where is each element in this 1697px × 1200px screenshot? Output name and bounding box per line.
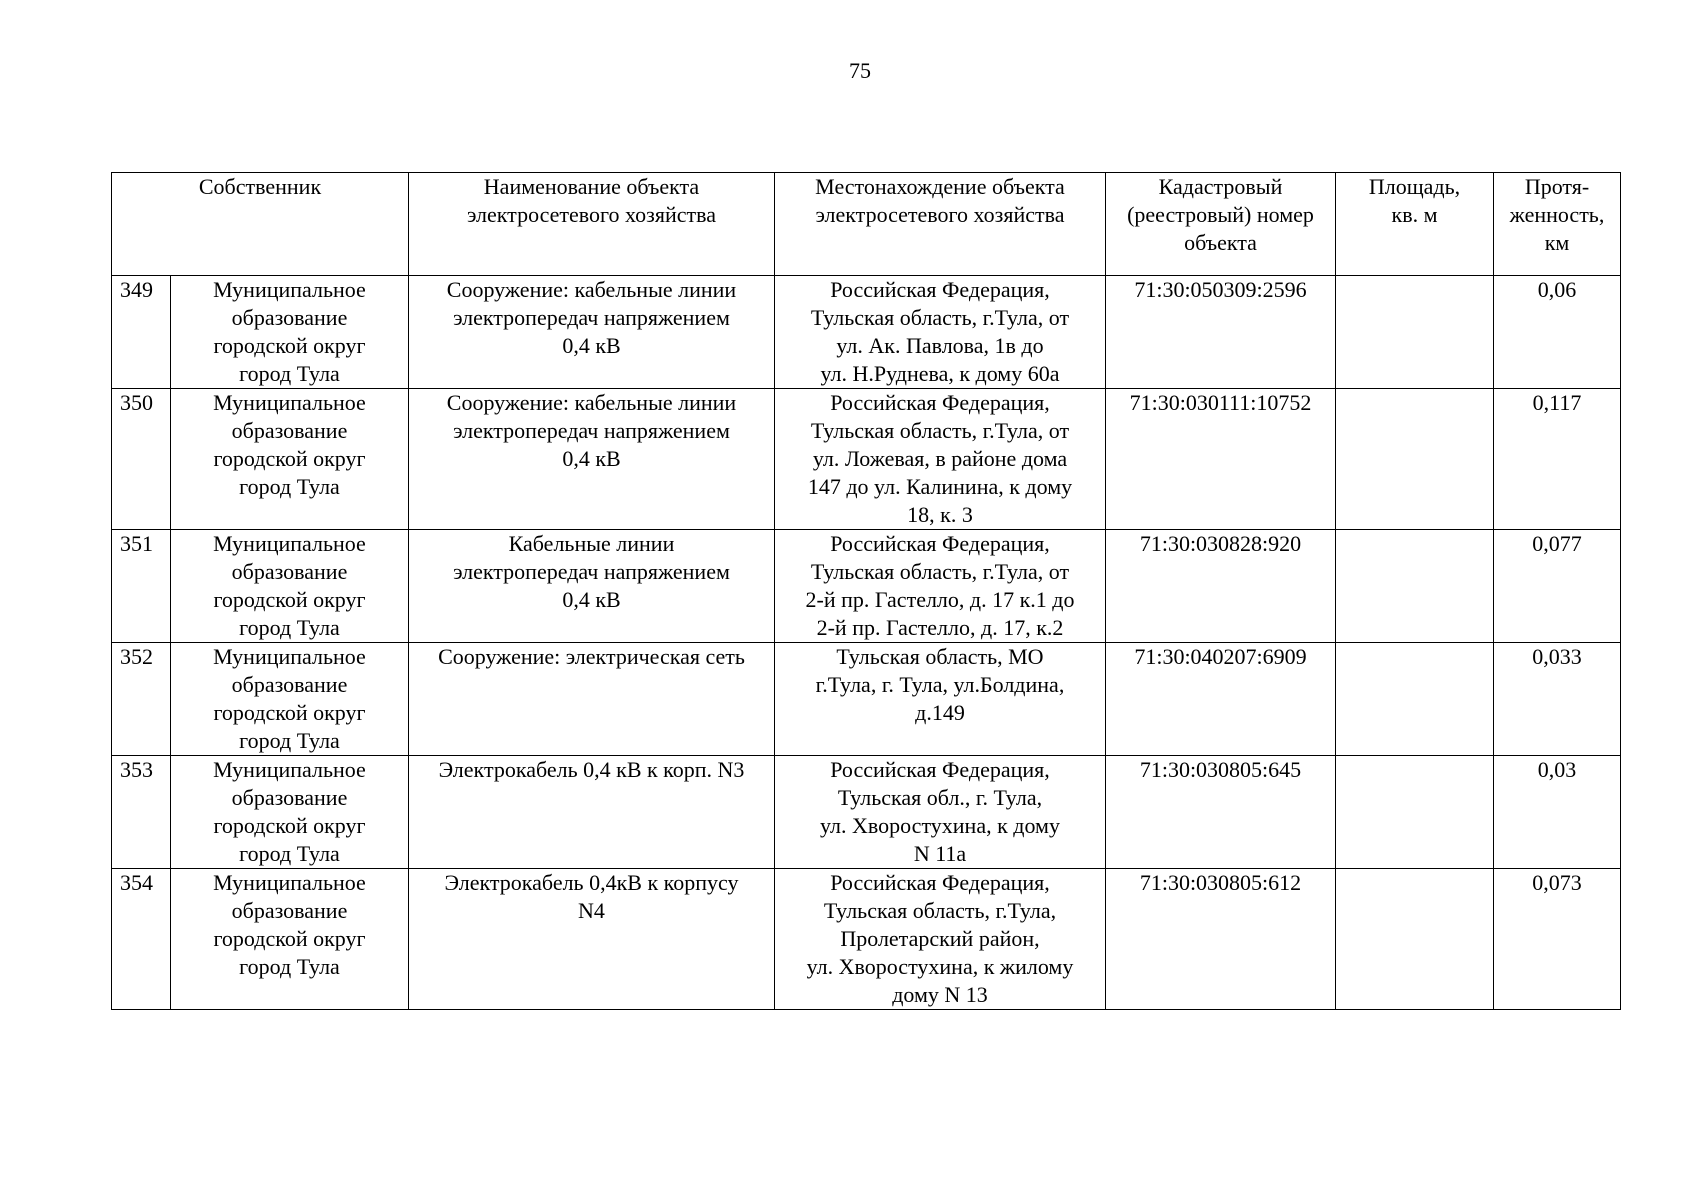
row-object-name: Кабельные линии электропередач напряжением 0,4 кВ bbox=[409, 530, 775, 643]
row-number: 351 bbox=[112, 530, 171, 643]
table-row bbox=[112, 869, 1621, 1010]
header-owner: Собственник bbox=[112, 173, 409, 276]
row-object-name: Сооружение: кабельные линии электропередач напряжением 0,4 кВ bbox=[409, 276, 775, 389]
row-owner: Муниципальное образование городской округ город Тула bbox=[171, 756, 409, 869]
row-location: Российская Федерация, Тульская область, г.Тула, от 2-й пр. Гастелло, д. 17 к.1 до 2-й пр. Гастелло, д. 17, к.2 bbox=[775, 530, 1106, 643]
row-object-name: Электрокабель 0,4 кВ к корп. N3 bbox=[409, 756, 775, 869]
row-cadastral-number: 71:30:030828:920 bbox=[1106, 530, 1336, 643]
row-location: Российская Федерация, Тульская область, г.Тула, от ул. Ак. Павлова, 1в до ул. Н.Руднева, к дому 60а bbox=[775, 276, 1106, 389]
header-area: Площадь, кв. м bbox=[1336, 173, 1494, 276]
row-object-name: Сооружение: электрическая сеть bbox=[409, 643, 775, 756]
row-cadastral-number: 71:30:040207:6909 bbox=[1106, 643, 1336, 756]
row-owner: Муниципальное образование городской округ город Тула bbox=[171, 869, 409, 1010]
row-area bbox=[1336, 530, 1494, 643]
row-owner: Муниципальное образование городской округ город Тула bbox=[171, 643, 409, 756]
row-number: 354 bbox=[112, 869, 171, 1010]
header-object-name: Наименование объекта электросетевого хозяйства bbox=[409, 173, 775, 276]
row-cadastral-number: 71:30:050309:2596 bbox=[1106, 276, 1336, 389]
row-length: 0,117 bbox=[1494, 389, 1621, 530]
row-area bbox=[1336, 389, 1494, 530]
row-location: Тульская область, МО г.Тула, г. Тула, ул.Болдина, д.149 bbox=[775, 643, 1106, 756]
row-length: 0,073 bbox=[1494, 869, 1621, 1010]
row-object-name: Сооружение: кабельные линии электропередач напряжением 0,4 кВ bbox=[409, 389, 775, 530]
row-number: 353 bbox=[112, 756, 171, 869]
row-object-name: Электрокабель 0,4кВ к корпусу N4 bbox=[409, 869, 775, 1010]
table-row bbox=[112, 276, 1621, 389]
header-location: Местонахождение объекта электросетевого хозяйства bbox=[775, 173, 1106, 276]
header-cadastral-number: Кадастровый (реестровый) номер объекта bbox=[1106, 173, 1336, 276]
row-location: Российская Федерация, Тульская обл., г. Тула, ул. Хворостухина, к дому N 11а bbox=[775, 756, 1106, 869]
row-owner: Муниципальное образование городской округ город Тула bbox=[171, 389, 409, 530]
row-owner: Муниципальное образование городской округ город Тула bbox=[171, 530, 409, 643]
row-length: 0,06 bbox=[1494, 276, 1621, 389]
row-number: 350 bbox=[112, 389, 171, 530]
row-length: 0,03 bbox=[1494, 756, 1621, 869]
table-row bbox=[112, 389, 1621, 530]
table-row bbox=[112, 643, 1621, 756]
row-location: Российская Федерация, Тульская область, г.Тула, от ул. Ложевая, в районе дома 147 до ул. Калинина, к дому 18, к. 3 bbox=[775, 389, 1106, 530]
row-length: 0,033 bbox=[1494, 643, 1621, 756]
table-row bbox=[112, 756, 1621, 869]
row-length: 0,077 bbox=[1494, 530, 1621, 643]
header-length: Протя- женность, км bbox=[1494, 173, 1621, 276]
row-area bbox=[1336, 756, 1494, 869]
row-area bbox=[1336, 643, 1494, 756]
row-number: 349 bbox=[112, 276, 171, 389]
property-registry-table bbox=[111, 172, 1621, 1010]
row-area bbox=[1336, 276, 1494, 389]
row-cadastral-number: 71:30:030805:612 bbox=[1106, 869, 1336, 1010]
row-cadastral-number: 71:30:030805:645 bbox=[1106, 756, 1336, 869]
row-cadastral-number: 71:30:030111:10752 bbox=[1106, 389, 1336, 530]
row-owner: Муниципальное образование городской округ город Тула bbox=[171, 276, 409, 389]
row-location: Российская Федерация, Тульская область, г.Тула, Пролетарский район, ул. Хворостухина, к жилому дому N 13 bbox=[775, 869, 1106, 1010]
table-header-row bbox=[112, 173, 1621, 276]
row-area bbox=[1336, 869, 1494, 1010]
page-number: 75 bbox=[849, 58, 871, 83]
row-number: 352 bbox=[112, 643, 171, 756]
table-row bbox=[112, 530, 1621, 643]
